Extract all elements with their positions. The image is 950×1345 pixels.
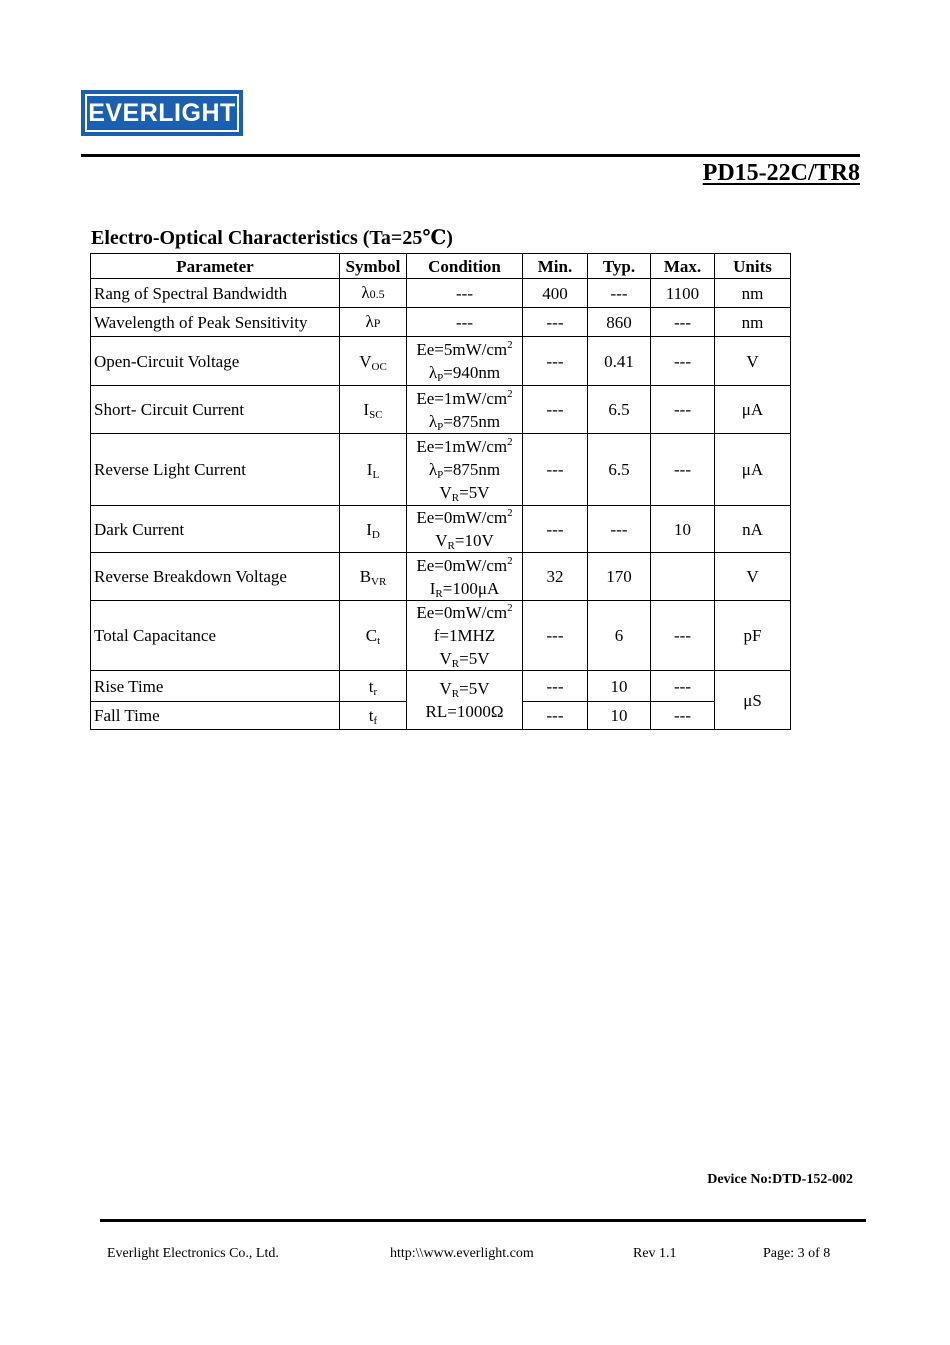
condition-sup: 2 <box>507 507 513 519</box>
parameter-cell: Dark Current <box>91 506 340 553</box>
symbol-main: V <box>359 351 372 371</box>
symbol-main: B <box>359 567 372 586</box>
header-max: Max. <box>651 254 715 279</box>
condition-line <box>407 481 522 504</box>
min-cell: --- <box>523 601 588 671</box>
symbol-sub: D <box>371 528 380 541</box>
symbol-sub: f <box>373 715 378 727</box>
units-cell: pF <box>715 601 791 671</box>
condition-sub: R <box>451 658 460 670</box>
condition-line <box>407 554 522 577</box>
units-cell: V <box>715 337 791 386</box>
symbol-main: λ <box>365 311 374 331</box>
table-row <box>91 434 791 506</box>
symbol-sub: OC <box>371 360 387 373</box>
condition-cell <box>407 337 523 386</box>
symbol-sub: P <box>373 315 381 330</box>
header-units: Units <box>715 254 791 279</box>
symbol-main: t <box>368 706 374 725</box>
symbol-cell <box>340 702 407 730</box>
condition-symbol: I <box>429 578 436 598</box>
condition-symbol: λ <box>428 363 438 382</box>
max-cell: --- <box>651 434 715 506</box>
table-row <box>91 553 791 601</box>
symbol-sub: t <box>377 635 381 647</box>
typ-cell: 170 <box>588 553 651 601</box>
typ-cell: --- <box>588 279 651 308</box>
condition-text: Ee=0mW/cm <box>416 603 508 622</box>
condition-cell <box>407 671 523 730</box>
condition-line <box>407 506 522 529</box>
condition-text: =875nm <box>443 460 501 479</box>
header-symbol: Symbol <box>340 254 407 279</box>
condition-text: =100μA <box>442 578 500 598</box>
condition-line <box>407 458 522 481</box>
header-typ: Typ. <box>588 254 651 279</box>
device-number: Device No:DTD-152-002 <box>707 1172 853 1187</box>
units-cell: μA <box>715 386 791 434</box>
symbol-main: C <box>365 626 378 645</box>
condition-line <box>407 387 522 410</box>
part-number: PD15-22C/TR8 <box>702 160 860 186</box>
table-row <box>91 386 791 434</box>
header-parameter: Parameter <box>91 254 340 279</box>
footer-company: Everlight Electronics Co., Ltd. <box>107 1246 279 1261</box>
table-row <box>91 671 791 702</box>
condition-text: Ee=5mW/cm <box>416 340 508 359</box>
symbol-cell <box>340 308 407 337</box>
electro-optical-table <box>90 253 791 730</box>
company-logo <box>81 90 243 136</box>
condition-cell <box>407 434 523 506</box>
max-cell <box>651 553 715 601</box>
condition-sup: 2 <box>507 387 513 400</box>
min-cell: --- <box>523 702 588 730</box>
condition-line <box>407 677 522 700</box>
table-row <box>91 601 791 671</box>
symbol-cell <box>340 601 407 671</box>
parameter-cell: Fall Time <box>91 702 340 730</box>
typ-cell: 10 <box>588 671 651 702</box>
condition-cell: --- <box>407 308 523 337</box>
condition-text: =940nm <box>443 363 501 382</box>
header-condition: Condition <box>407 254 523 279</box>
header-min: Min. <box>523 254 588 279</box>
symbol-cell <box>340 434 407 506</box>
condition-sup: 2 <box>507 554 513 567</box>
footer-revision: Rev 1.1 <box>633 1246 677 1261</box>
condition-line: RL=1000Ω <box>425 702 504 721</box>
condition-line <box>407 338 522 361</box>
condition-sup: 2 <box>507 339 513 351</box>
symbol-sub: L <box>372 469 380 481</box>
condition-sub: R <box>435 587 443 600</box>
parameter-cell: Open-Circuit Voltage <box>91 337 340 386</box>
table-header-row <box>91 254 791 279</box>
typ-cell: 0.41 <box>588 337 651 386</box>
typ-cell: --- <box>588 506 651 553</box>
condition-line: f=1MHZ <box>433 626 496 645</box>
condition-cell <box>407 386 523 434</box>
condition-line <box>407 647 522 670</box>
condition-text: Ee=0mW/cm <box>416 508 508 527</box>
condition-text: Ee=1mW/cm <box>416 437 508 456</box>
condition-text: =5V <box>459 649 490 668</box>
symbol-sub: VR <box>371 576 387 588</box>
typ-cell: 6.5 <box>588 434 651 506</box>
min-cell: --- <box>523 386 588 434</box>
table-row <box>91 308 791 337</box>
max-cell: --- <box>651 601 715 671</box>
parameter-cell: Reverse Breakdown Voltage <box>91 553 340 601</box>
typ-cell: 860 <box>588 308 651 337</box>
units-cell: nA <box>715 506 791 553</box>
condition-line <box>407 361 522 384</box>
condition-line <box>407 601 522 624</box>
condition-symbol: λ <box>428 411 438 431</box>
condition-text: =10V <box>454 531 494 550</box>
condition-cell <box>407 553 523 601</box>
table-row <box>91 337 791 386</box>
units-cell: nm <box>715 279 791 308</box>
symbol-cell <box>340 337 407 386</box>
condition-sub: P <box>437 469 444 481</box>
condition-sub: R <box>451 492 460 504</box>
typ-cell: 6 <box>588 601 651 671</box>
min-cell: 400 <box>523 279 588 308</box>
parameter-cell: Rise Time <box>91 671 340 702</box>
min-cell: --- <box>523 671 588 702</box>
footer-divider <box>100 1219 866 1222</box>
symbol-sub: SC <box>369 409 383 421</box>
condition-text: =5V <box>459 679 490 698</box>
parameter-cell: Short- Circuit Current <box>91 386 340 434</box>
condition-sub: P <box>437 420 444 433</box>
symbol-main: I <box>366 519 372 539</box>
symbol-main: I <box>366 460 373 479</box>
condition-symbol: V <box>439 679 452 698</box>
condition-cell <box>407 506 523 553</box>
units-cell: nm <box>715 308 791 337</box>
parameter-cell: Wavelength of Peak Sensitivity <box>91 308 340 337</box>
symbol-cell <box>340 506 407 553</box>
symbol-cell <box>340 553 407 601</box>
condition-sup: 2 <box>507 436 513 448</box>
footer-page-number: Page: 3 of 8 <box>763 1246 831 1261</box>
min-cell: --- <box>523 337 588 386</box>
condition-text: =875nm <box>443 411 501 431</box>
min-cell: 32 <box>523 553 588 601</box>
symbol-sub: 0.5 <box>369 286 385 301</box>
max-cell: --- <box>651 671 715 702</box>
symbol-cell <box>340 671 407 702</box>
condition-symbol: V <box>439 483 452 502</box>
symbol-cell <box>340 386 407 434</box>
min-cell: --- <box>523 506 588 553</box>
footer-url[interactable]: http:\\www.everlight.com <box>390 1246 534 1261</box>
max-cell: --- <box>651 337 715 386</box>
condition-symbol: V <box>439 649 452 668</box>
table-row <box>91 279 791 308</box>
condition-line <box>407 435 522 458</box>
symbol-main: t <box>368 676 374 696</box>
section-title: Electro-Optical Characteristics (Ta=25℃) <box>91 227 453 249</box>
max-cell: 1100 <box>651 279 715 308</box>
header-divider <box>81 154 860 157</box>
parameter-cell: Reverse Light Current <box>91 434 340 506</box>
units-cell: V <box>715 553 791 601</box>
condition-sup: 2 <box>507 602 513 614</box>
parameter-cell: Rang of Spectral Bandwidth <box>91 279 340 308</box>
condition-sub: P <box>437 372 444 384</box>
typ-cell: 10 <box>588 702 651 730</box>
symbol-main: I <box>363 400 370 419</box>
symbol-main: λ <box>361 282 370 302</box>
condition-cell: --- <box>407 279 523 308</box>
symbol-cell <box>340 279 407 308</box>
parameter-cell: Total Capacitance <box>91 601 340 671</box>
max-cell: --- <box>651 702 715 730</box>
max-cell: --- <box>651 386 715 434</box>
condition-text: Ee=0mW/cm <box>416 555 508 575</box>
logo-text: EVERLIGHT <box>85 94 239 132</box>
condition-line <box>407 577 522 600</box>
min-cell: --- <box>523 434 588 506</box>
condition-cell <box>407 601 523 671</box>
max-cell: 10 <box>651 506 715 553</box>
symbol-sub: r <box>373 685 378 698</box>
typ-cell: 6.5 <box>588 386 651 434</box>
min-cell: --- <box>523 308 588 337</box>
condition-symbol: λ <box>428 460 438 479</box>
condition-symbol: V <box>435 531 448 550</box>
condition-sub: R <box>447 540 455 552</box>
units-cell: μA <box>715 434 791 506</box>
condition-text: =5V <box>459 483 490 502</box>
table-row <box>91 506 791 553</box>
condition-line <box>407 529 522 552</box>
condition-line <box>407 410 522 433</box>
max-cell: --- <box>651 308 715 337</box>
condition-text: Ee=1mW/cm <box>416 388 508 408</box>
condition-sub: R <box>451 688 460 700</box>
units-cell: μS <box>715 671 791 730</box>
